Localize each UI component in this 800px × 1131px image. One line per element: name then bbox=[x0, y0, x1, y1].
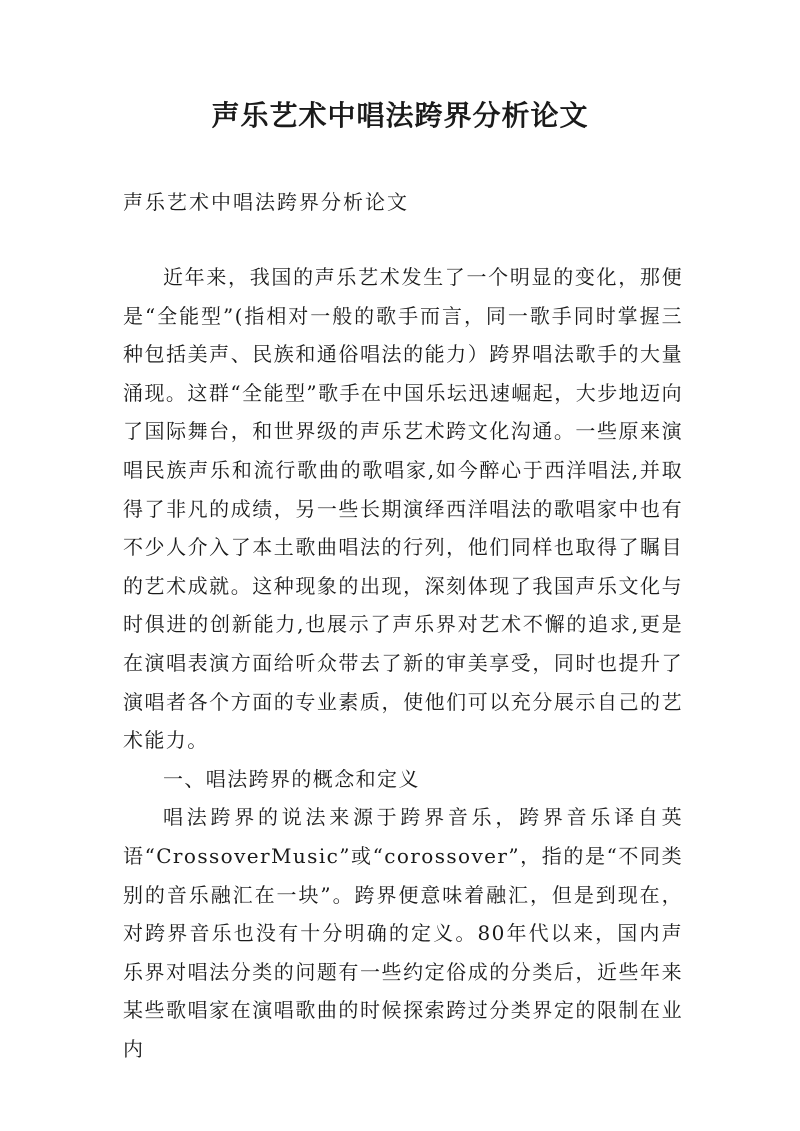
section-heading: 一、唱法跨界的概念和定义 bbox=[163, 766, 420, 791]
document-title: 声乐艺术中唱法跨界分析论文 bbox=[211, 99, 589, 132]
document-subtitle: 声乐艺术中唱法跨界分析论文 bbox=[123, 190, 409, 214]
document-body bbox=[123, 258, 683, 1068]
body-paragraph: 唱法跨界的说法来源于跨界音乐，跨界音乐译自英语“CrossoverMusic”或“corossover”，指的是“不同类别的音乐融汇在一块”。跨界便意味着融汇，但是到现在，对跨界音乐也没有十分明确的定义。80年代以来，国内声乐界对唱法分类的问题有一些约定俗成的分类后，近些年来某些歌唱家在演唱歌曲的时候探索跨过分类界定的限制在业内 bbox=[123, 805, 683, 1061]
body-paragraph: 近年来，我国的声乐艺术发生了一个明显的变化，那便是“全能型”(指相对一般的歌手而言，同一歌手同时掌握三种包括美声、民族和通俗唱法的能力）跨界唱法歌手的大量涌现。这群“全能型”歌手在中国乐坛迅速崛起，大步地迈向了国际舞台，和世界级的声乐艺术跨文化沟通。一些原来演唱民族声乐和流行歌曲的歌唱家,如今醉心于西洋唱法,并取得了非凡的成绩，另一些长期演绎西洋唱法的歌唱家中也有不少人介入了本土歌曲唱法的行列，他们同样也取得了瞩目的艺术成就。这种现象的出现，深刻体现了我国声乐文化与时俱进的创新能力,也展示了声乐界对艺术不懈的追求,更是在演唱表演方面给听众带去了新的审美享受，同时也提升了演唱者各个方面的专业素质，使他们可以充分展示自己的艺术能力。 bbox=[123, 265, 683, 753]
